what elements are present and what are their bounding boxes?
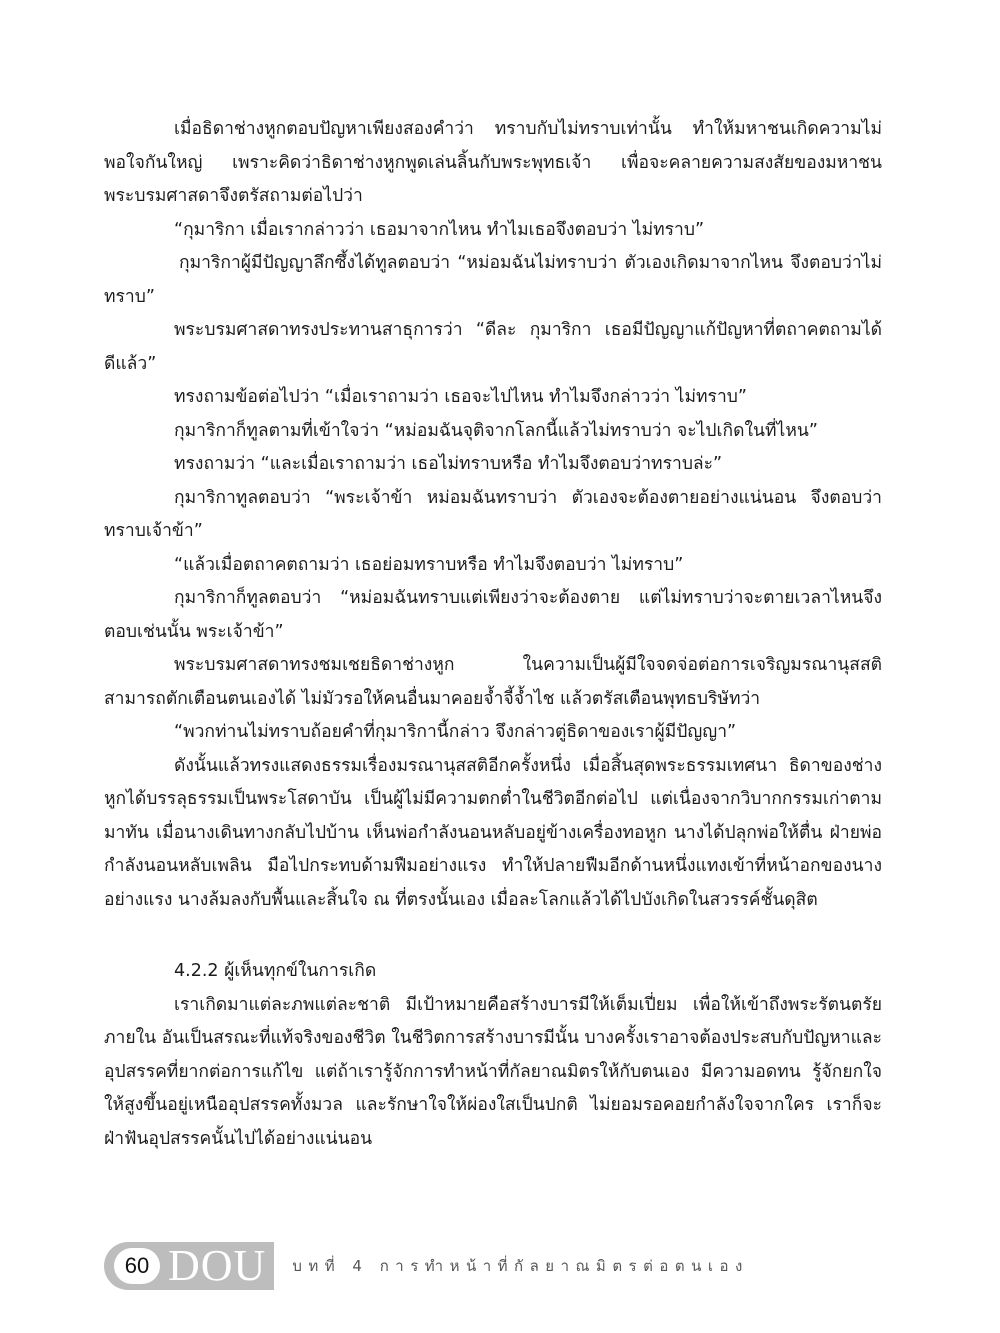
- paragraph-5: ทรงถามข้อต่อไปว่า “เมื่อเราถามว่า เธอจะไปไหน ทำไมจึงกล่าวว่า ไม่ทราบ”: [174, 387, 747, 407]
- page-body: [104, 113, 882, 1156]
- paragraph-2: “กุมาริกา เมื่อเรากล่าวว่า เธอมาจากไหน ทำไมเธอจึงตอบว่า ไม่ทราบ”: [174, 219, 705, 240]
- page-number: 60: [114, 1248, 160, 1284]
- paragraph-7: ทรงถามว่า “และเมื่อเราถามว่า เธอไม่ทราบหรือ ทำไมจึงตอบว่าทราบล่ะ”: [174, 454, 723, 474]
- paragraph-10: กุมาริกาก็ทูลตอบว่า “หม่อมฉันทราบแต่เพียงว่าจะต้องตาย แต่ไม่ทราบว่าจะตายเวลาไหนจึงตอบเช่นนั้น พระเจ้าข้า”: [104, 588, 882, 642]
- brand-logo: DOU: [168, 1241, 267, 1290]
- section-paragraph-1: เราเกิดมาแต่ละภพแต่ละชาติ มีเป้าหมายคือสร้างบารมีให้เต็มเปี่ยม เพื่อให้เข้าถึงพระรัตนตรัยภายใน อันเป็นสรณะที่แท้จริงของชีวิต ในชีวิตการสร้างบารมีนั้น บางครั้งเราอาจต้องประสบกับปัญหาและอุปสรรคที่ยากต่อการแก้ไข แต่ถ้าเรารู้จักการทำหน้าที่กัลยาณมิตรให้กับตนเอง มีความอดทน รู้จักยกใจให้สูงขึ้นอยู่เหนืออุปสรรคทั้งมวล และรักษาใจให้ผ่องใสเป็นปกติ ไม่ยอมรอคอยกำลังใจจากใคร เราก็จะฝ่าฟันอุปสรรคนั้นไปได้อย่างแน่นอน: [104, 994, 882, 1149]
- paragraph-13: ดังนั้นแล้วทรงแสดงธรรมเรื่องมรณานุสสติอีกครั้งหนึ่ง เมื่อสิ้นสุดพระธรรมเทศนา ธิดาของช่างหูกได้บรรลุธรรมเป็นพระโสดาบัน เป็นผู้ไม่มีความตกต่ำในชีวิตอีกต่อไป แต่เนื่องจากวิบากกรรมเก่าตามมาทัน เมื่อนางเดินทางกลับไปบ้าน เห็นพ่อกำลังนอนหลับอยู่ข้างเครื่องทอหูก นางได้ปลุกพ่อให้ตื่น ฝ่ายพ่อกำลังนอนหลับเพลิน มือไปกระทบด้ามฟืมอย่างแรง ทำให้ปลายฟืมอีกด้านหนึ่งแทงเข้าที่หน้าอกของนางอย่างแรง นางล้มลงกับพื้นและสิ้นใจ ณ ที่ตรงนั้นเอง เมื่อละโลกแล้วได้ไปบังเกิดในสวรรค์ชั้นดุสิต: [104, 755, 882, 910]
- page-footer: [104, 1242, 749, 1290]
- chapter-title: บทที่ 4 การทำหน้าที่กัลยาณมิตรต่อตนเอง: [292, 1257, 749, 1275]
- paragraph-8: กุมาริกาทูลตอบว่า “พระเจ้าข้า หม่อมฉันทราบว่า ตัวเองจะต้องตายอย่างแน่นอน จึงตอบว่าทราบเจ้าข้า”: [104, 487, 882, 541]
- paragraph-3: กุมาริกาผู้มีปัญญาลึกซึ้งได้ทูลตอบว่า “หม่อมฉันไม่ทราบว่า ตัวเองเกิดมาจากไหน จึงตอบว่าไม่ทราบ”: [104, 253, 882, 307]
- paragraph-1: เมื่อธิดาช่างหูกตอบปัญหาเพียงสองคำว่า ทราบกับไม่ทราบเท่านั้น ทำให้มหาชนเกิดความไม่พอใจกันใหญ่ เพราะคิดว่าธิดาช่างหูกพูดเล่นลิ้นกับพระพุทธเจ้า เพื่อจะคลายความสงสัยของมหาชนพระบรมศาสดาจึงตรัสถามต่อไปว่า: [104, 119, 882, 206]
- paragraph-9: “แล้วเมื่อตถาคตถามว่า เธอย่อมทราบหรือ ทำไมจึงตอบว่า ไม่ทราบ”: [174, 554, 684, 575]
- paragraph-12: “พวกท่านไม่ทราบถ้อยคำที่กุมาริกานี้กล่าว จึงกล่าวตู่ธิดาของเราผู้มีปัญญา”: [174, 722, 737, 742]
- section-spacer: [104, 917, 882, 955]
- paragraph-6: กุมาริกาก็ทูลตามที่เข้าใจว่า “หม่อมฉันจุติจากโลกนี้แล้วไม่ทราบว่า จะไปเกิดในที่ไหน”: [174, 420, 818, 441]
- page-badge: [104, 1242, 274, 1290]
- section-heading: 4.2.2 ผู้เห็นทุกข์ในการเกิด: [174, 961, 377, 981]
- paragraph-4: พระบรมศาสดาทรงประทานสาธุการว่า “ดีละ กุมาริกา เธอมีปัญญาแก้ปัญหาที่ตถาคตถามได้ดีแล้ว”: [104, 320, 882, 374]
- paragraph-11: พระบรมศาสดาทรงชมเชยธิดาช่างหูก ในความเป็นผู้มีใจจดจ่อต่อการเจริญมรณานุสสติ สามารถตักเตือนตนเองได้ ไม่มัวรอให้คนอื่นมาคอยจ้ำจี้จ้ำไช แล้วตรัสเตือนพุทธบริษัทว่า: [104, 655, 882, 709]
